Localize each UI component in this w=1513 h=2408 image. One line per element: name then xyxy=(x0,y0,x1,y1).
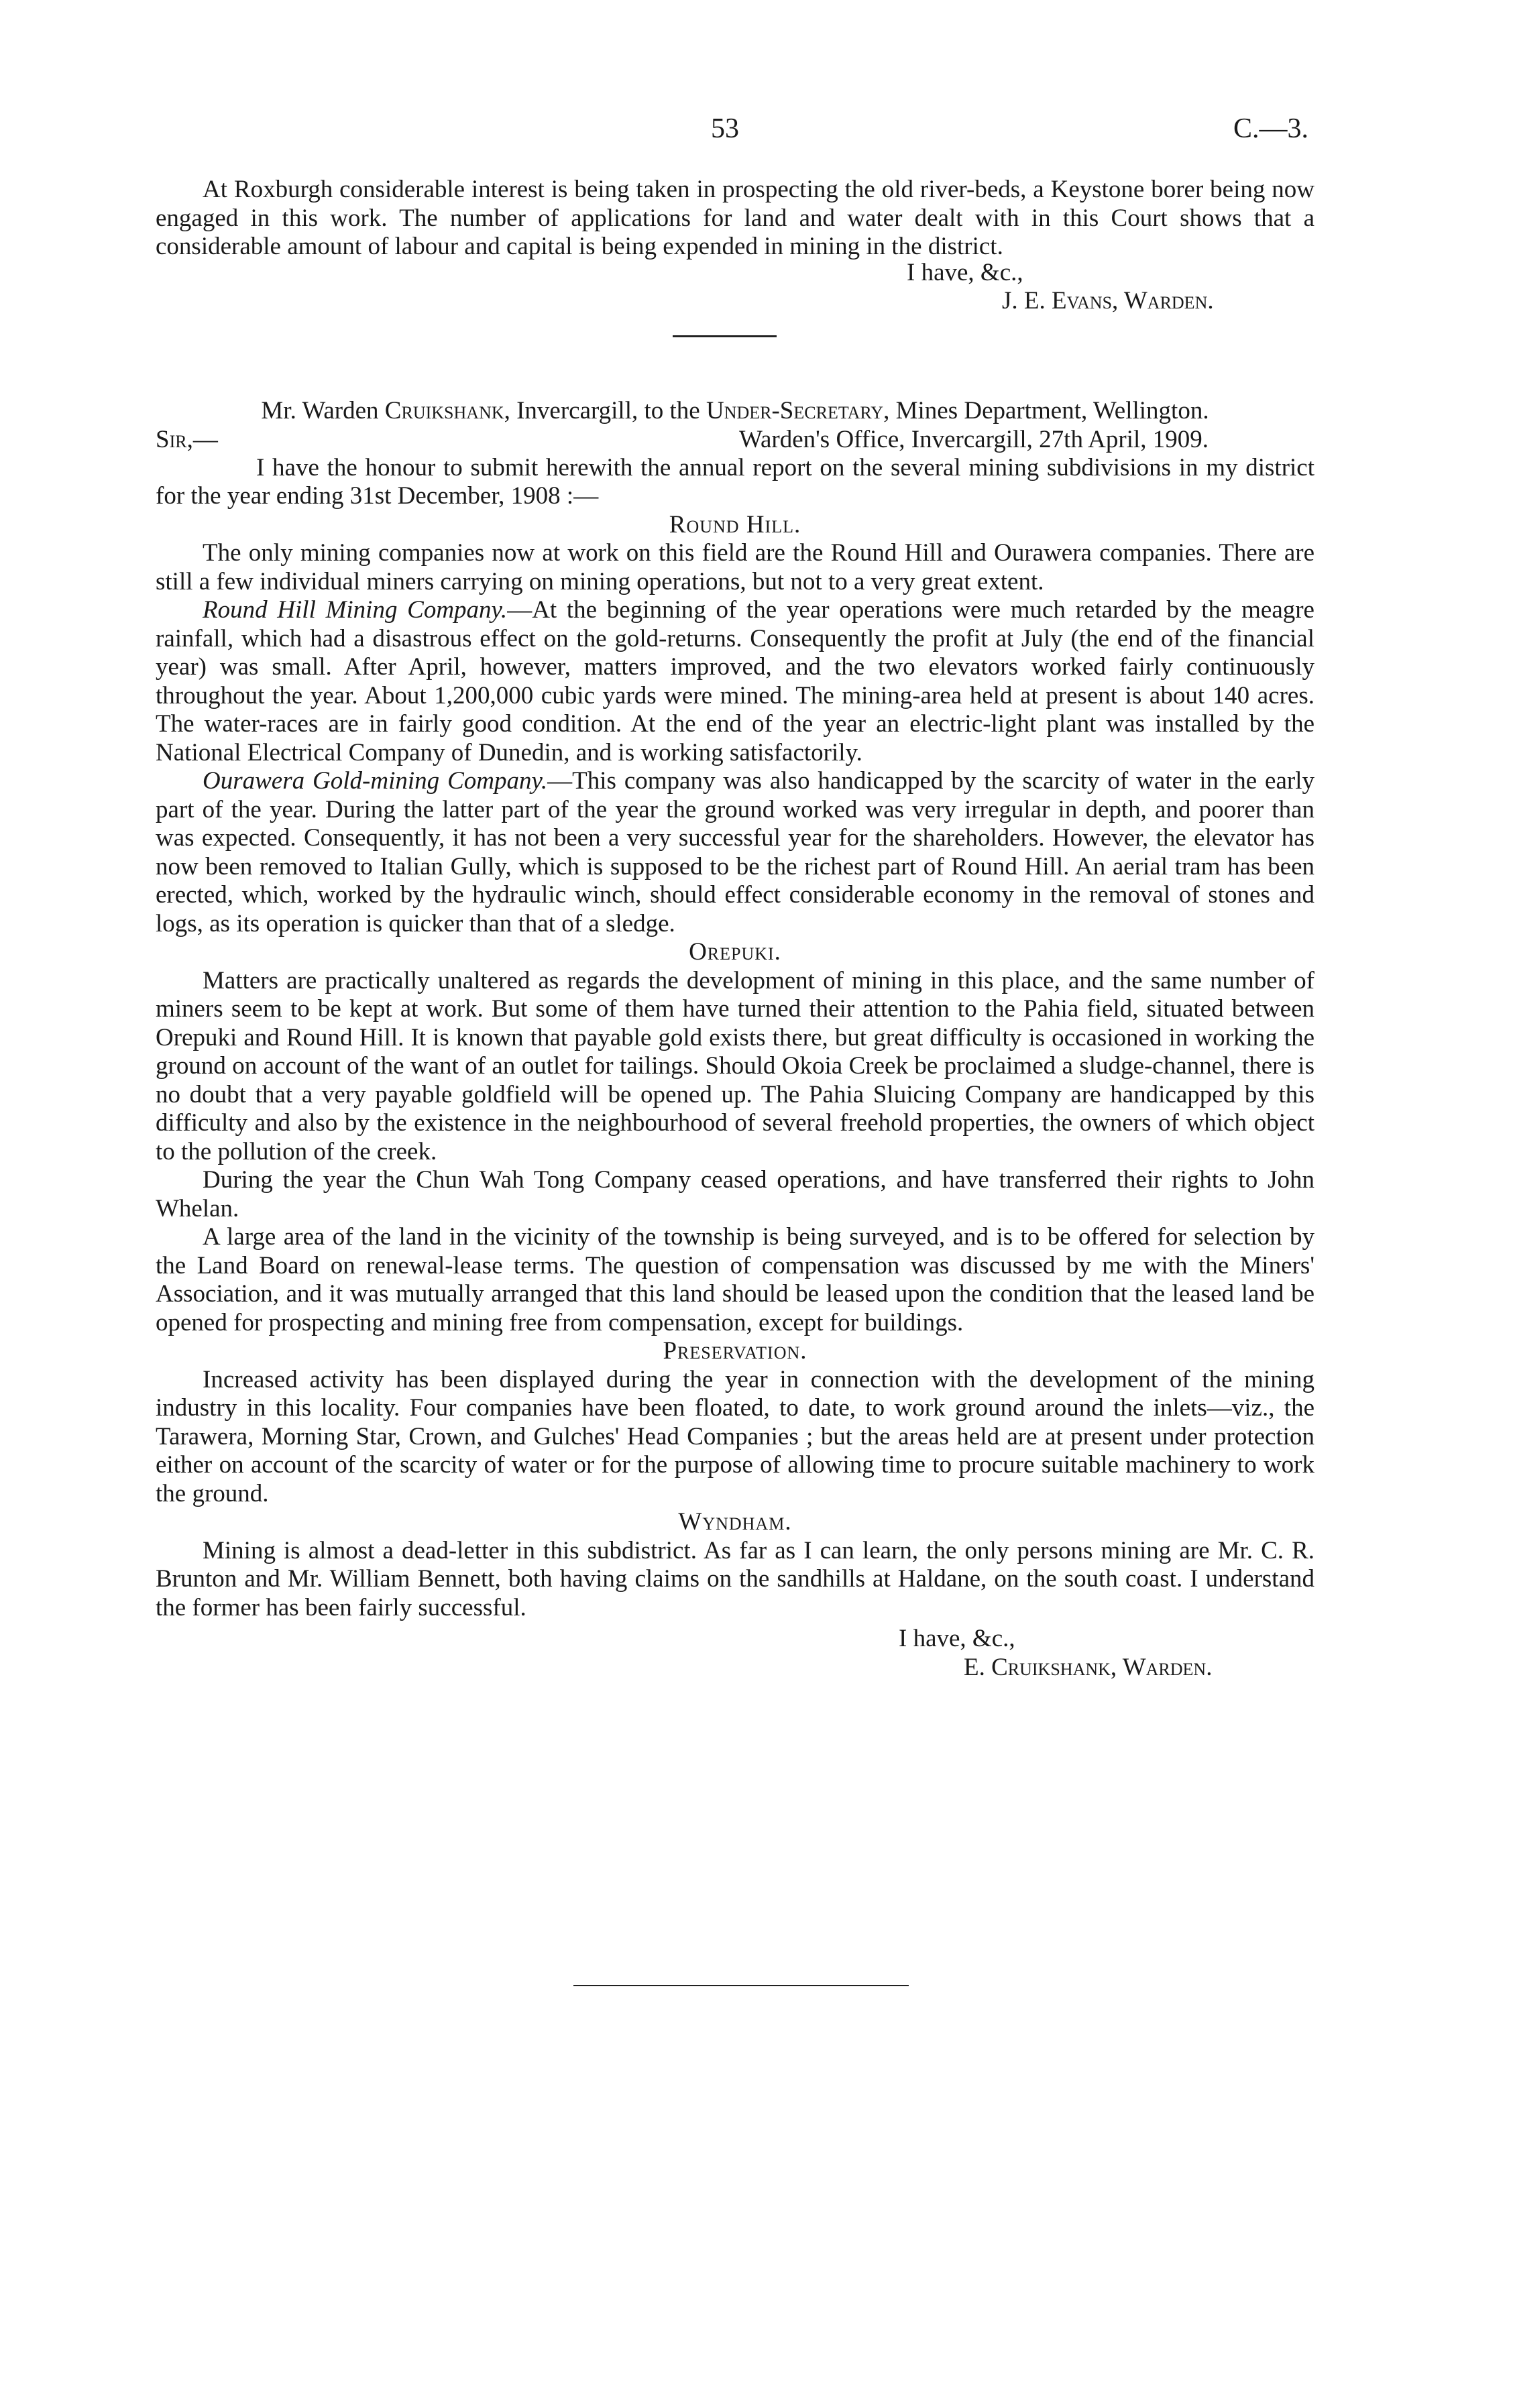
letter-header xyxy=(156,397,1314,1682)
orepuki-p3: A large area of the land in the vicinity of the township is being surveyed, and is to be offered for selection by the Land Board on renewal-lease terms. The question of compensation was discussed by me with the Miners' Association, and it was mutually arranged that this land should be leased upon the condition that the leased land be opened for prospecting and mining free from compensation, except for buildings. xyxy=(156,1223,1314,1336)
wyndham-p1: Mining is almost a dead-letter in this subdistrict. As far as I can learn, the only persons mining are Mr. C. R. Brunton and Mr. William Bennett, both having claims on the sandhills at Haldane, on the south coast. I understand the former has been fairly successful. xyxy=(156,1536,1314,1621)
orepuki-p2: During the year the Chun Wah Tong Company ceased operations, and have transferred their rights to John Whelan. xyxy=(156,1166,1314,1222)
round-hill-p3: Ourawera Gold-mining Company.—This company was also handicapped by the scarcity of water in the early part of the year. During the latter part of the year the ground worked was very irregular in depth, and poorer than was expected. Consequently, it has not been a very successful year for the shareholders. However, the elevator has now been removed to Italian Gully, which is supposed to be the richest part of Round Hill. An aerial tram has been erected, which, worked by the hydraulic winch, should effect considerable economy in the removal of stones and logs, as its operation is quicker than that of a sledge. xyxy=(156,767,1315,937)
intro-closing: I have, &c., xyxy=(907,258,1023,286)
closing-line: I have, &c., xyxy=(899,1625,1015,1652)
intro-signature: J. E. Evans, Warden. xyxy=(1002,287,1214,314)
letter-salutation-line xyxy=(156,426,1314,454)
round-hill-p2: Round Hill Mining Company.—At the beginning of the year operations were much retarded by the meagre rainfall, which had a disastrous effect on the gold-returns. Consequently the profit at July (the end of the financial year) was small. After April, however, matters improved, and the two elevators worked fairly continuously throughout the year. About 1,200,000 cubic yards were mined. The mining-area held at present is about 140 acres. The water-races are in fairly good condition. At the end of the year an electric-light plant was installed by the National Electrical Company of Dunedin, and is working satisfactorily. xyxy=(156,596,1314,766)
orepuki-p1: Matters are practically unaltered as regards the development of mining in this place, and the same number of miners seem to be kept at work. But some of them have turned their attention to the Pahia field, situated between Orepuki and Round Hill. It is known that payable gold exists there, but great difficulty is occasioned in working the ground on account of the want of an outlet for tailings. Should Okoia Creek be proclaimed a sludge-channel, there is no doubt that a very payable goldfield will be opened up. The Pahia Sluicing Company are handicapped by this difficulty and also by the existence in the neighbourhood of several freehold properties, the owners of which object to the pollution of the creek. xyxy=(156,966,1314,1165)
preservation-p1: Increased activity has been displayed during the year in connection with the development of the mining industry in this locality. Four companies have been floated, to date, to work ground around the inlets—viz., the Tarawera, Morning Star, Crown, and Gulches' Head Companies ; but the areas held are at present under protection either on account of the scarcity of water or for the purpose of allowing time to procure suitable machinery to work the ground. xyxy=(156,1365,1314,1507)
dateline: Warden's Office, Invercargill, 27th April, 1909. xyxy=(739,425,1209,453)
closing-signature: E. Cruikshank, Warden. xyxy=(964,1653,1213,1681)
letter-address: Mr. Warden Cruikshank, Invercargill, to the Under-Secretary, Mines Department, Wellington. xyxy=(261,397,1209,424)
end-rule xyxy=(573,1985,909,1986)
heading-orepuki: Orepuki. xyxy=(689,938,781,966)
heading-preservation: Preservation. xyxy=(663,1337,807,1365)
section-divider xyxy=(673,335,777,337)
heading-round-hill: Round Hill. xyxy=(669,510,801,538)
letter-opening: I have the honour to submit herewith the annual report on the several mining subdivisions in my district for the year ending 31st December, 1908 :— xyxy=(156,453,1314,510)
intro-paragraph: At Roxburgh considerable interest is being taken in prospecting the old river-beds, a Keystone borer being now engaged in this work. The number of applications for land and water dealt with in this Court shows that a considerable amount of labour and capital is being expended in mining in the district. xyxy=(156,176,1314,260)
salutation: Sir,— xyxy=(156,425,218,453)
intro-block xyxy=(156,176,1314,316)
page-number: 53 xyxy=(711,113,739,144)
round-hill-p1: The only mining companies now at work on this field are the Round Hill and Ourawera companies. There are still a few individual miners carrying on mining operations, but not to a very great extent. xyxy=(156,539,1314,595)
document-code: C.—3. xyxy=(1233,113,1308,144)
heading-wyndham: Wyndham. xyxy=(678,1508,792,1536)
